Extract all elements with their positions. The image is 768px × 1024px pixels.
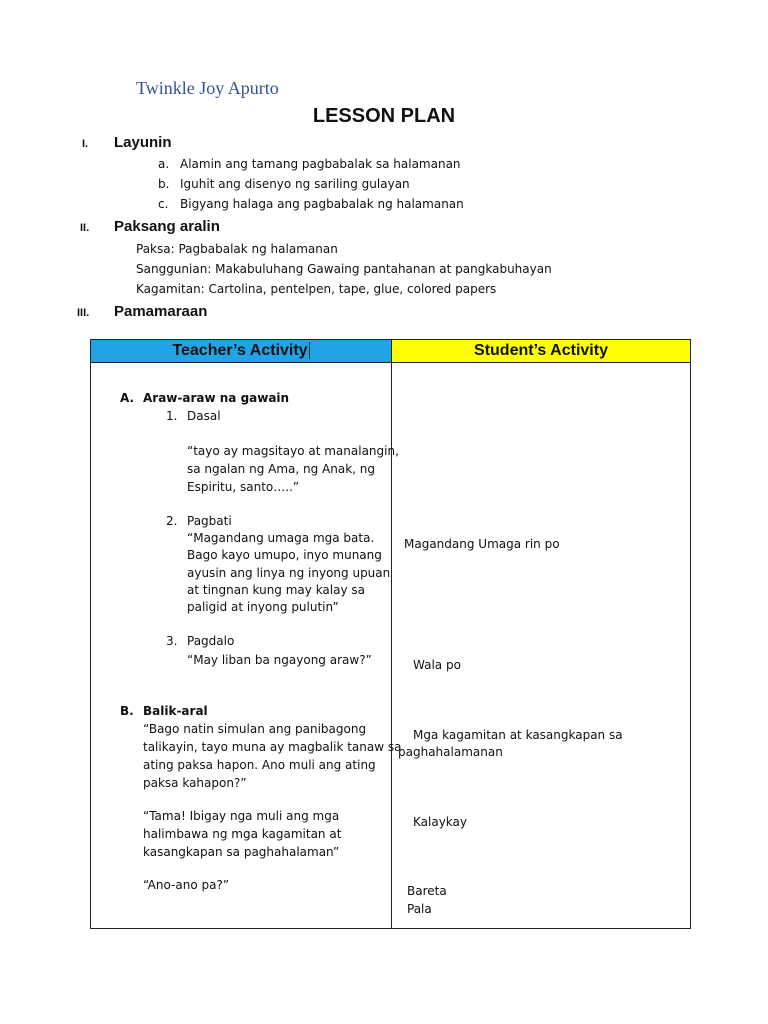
teacher-line: halimbawa ng mga kagamitan at [143,827,342,841]
topic-sanggunian: Sanggunian: Makabuluhang Gawaing pantahanan at pangkabuhayan [136,262,552,276]
topic-details [136,239,552,299]
item-number: 2. [166,514,178,528]
teacher-line: paksa kahapon?” [143,776,247,790]
teacher-activity-header [91,340,391,362]
teacher-line: sa ngalan ng Ama, ng Anak, ng [187,462,376,476]
section-numeral: I. [82,138,89,150]
list-item [158,174,464,194]
section-heading-layunin: Layunin [114,134,172,151]
section-numeral: II. [80,222,90,234]
student-response: Bareta [407,884,447,898]
student-response: Kalaykay [413,815,467,829]
teacher-line: “Magandang umaga mga bata. [187,531,375,545]
teacher-line: talikayin, tayo muna ay magbalik tanaw sa [143,740,402,754]
section-numeral: III. [77,307,90,319]
teacher-line: “Ano-ano pa?” [143,878,230,892]
objective-text: Alamin ang tamang pagbabalak sa halamanan [180,157,461,171]
student-response: Wala po [413,658,461,672]
teacher-activity-header-label: Teacher’s Activity [172,342,308,359]
item-title: Dasal [187,409,221,423]
item-number: 1. [166,409,178,423]
section-label-a: A. [120,391,135,405]
teacher-line: ayusin ang linya ng inyong upuan [187,566,391,580]
teacher-line: kasangkapan sa paghahalaman” [143,845,340,859]
student-response: Mga kagamitan at kasangkapan sa [413,728,623,742]
student-response: Magandang Umaga rin po [404,537,560,551]
topic-paksa: Paksa: Pagbabalak ng halamanan [136,242,338,256]
topic-kagamitan: Kagamitan: Cartolina, pentelpen, tape, glue, colored papers [136,282,497,296]
teacher-line: ating paksa hapon. Ano muli ang ating [143,758,376,772]
objectives-list [158,154,464,214]
column-divider [391,340,392,928]
teacher-section-title: Araw-araw na gawain [143,391,290,405]
teacher-line: “Bago natin simulan ang panibagong [143,722,367,736]
teacher-section-title: Balik-aral [143,704,208,718]
page-title: LESSON PLAN [312,105,456,127]
list-item [158,154,464,174]
teacher-line: “tayo ay magsitayo at manalangin, [187,444,399,458]
author-name: Twinkle Joy Apurto [136,78,279,98]
teacher-line: “May liban ba ngayong araw?” [187,653,372,667]
item-number: 3. [166,634,178,648]
item-title: Pagdalo [187,634,235,648]
list-marker: a. [158,157,170,171]
item-title: Pagbati [187,514,232,528]
list-marker: c. [158,197,169,211]
student-response: Pala [407,902,432,916]
student-response: paghahalamanan [398,745,503,759]
teacher-line: at tingnan kung may kalay sa [187,583,365,597]
student-activity-header: Student’s Activity [392,340,690,362]
objective-text: Bigyang halaga ang pagbabalak ng halamanan [180,197,464,211]
teacher-line: “Tama! Ibigay nga muli ang mga [143,809,340,823]
list-marker: b. [158,177,170,191]
objective-text: Iguhit ang disenyo ng sariling gulayan [180,177,410,191]
activity-table [90,339,691,929]
teacher-line: Bago kayo umupo, inyo munang [187,548,382,562]
section-heading-paksang-aralin: Paksang aralin [114,218,220,235]
section-heading-pamamaraan: Pamamaraan [114,303,208,320]
list-item [158,194,464,214]
section-label-b: B. [120,704,134,718]
teacher-line: paligid at inyong pulutin” [187,600,339,614]
teacher-line: Espiritu, santo…..” [187,480,300,494]
